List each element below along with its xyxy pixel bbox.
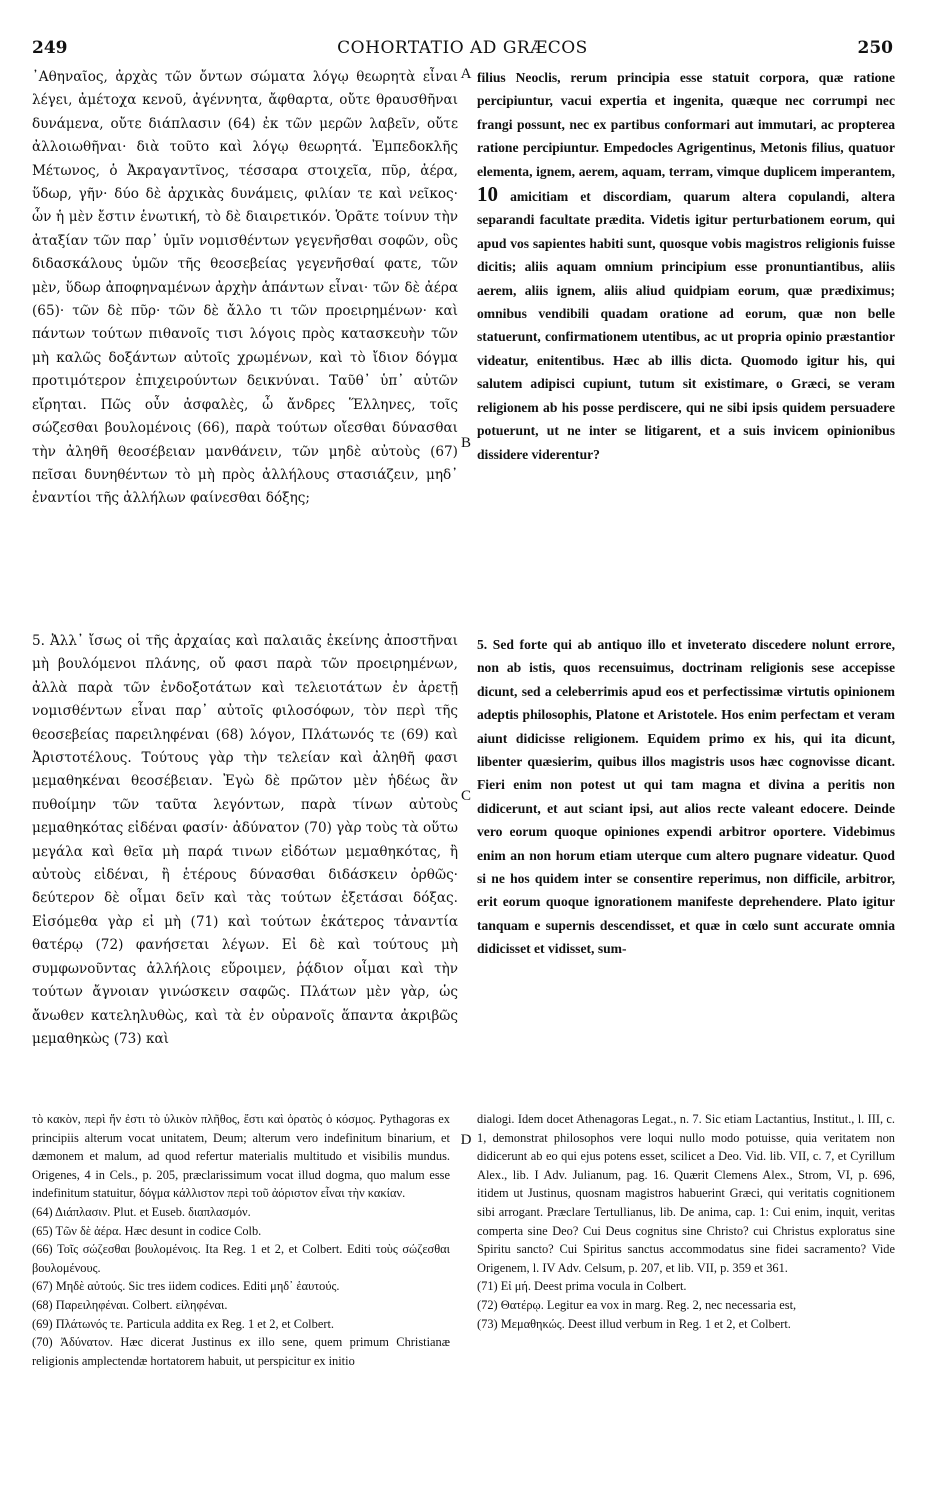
footnotes-left xyxy=(32,1110,450,1495)
latin-paragraph-1a: filius Neoclis, rerum principia esse statuit corpora, quæ ratione percipiuntur, vacui expertia et ingenita, quæque nec corrumpi nec frangi possunt, nec ex partibus conformari aut immutari, ac propterea ratione percipiuntur. Empedocles Agrigentinus, Metonis filius, quatuor elementa, ignem, aerem, aquam, terram, vimque duplicem imperantem, xyxy=(477,70,895,179)
footnote: dialogi. Idem docet Athenagoras Legat., n. 7. Sic etiam Lactantius, Institut., l. III, c. 1, demonstrat philosophos vere loqui nullo modo potuisse, quia veritatem non didicerunt ab eo qui ejus potens esset, scilicet a Deo. Vid. lib. VII, c. 7, et Cyrillum Alex., lib. I Adv. Julianum, pag. 16. Quærit Clemens Alex., Strom, VI, p. 696, itidem ut Justinus, quosnam magistros habuerint Græci, qui veritatis cognitionem sibi arrogant. Præclare Tertullianus, lib. De anima, cap. 1: Cui enim, inquit, veritas comperta sine Deo? Cui Deus cognitus sine Christo? cui Christus exploratus sine Spiritu sancto? Cui Spiritus sanctus accommodatus sine fidei sacramento? Vide Origenem, l. IV Adv. Celsum, p. 207, et lib. VII, p. 359 et 361. xyxy=(477,1112,895,1275)
latin-paragraph-1-block xyxy=(477,66,895,626)
greek-paragraph-2: 5. Ἀλλ᾿ ἴσως οἱ τῆς ἀρχαίας καὶ παλαιᾶς ἐκείνης ἀποστῆναι μὴ βουλόμενοι πλάνης, οὔ φασι παρὰ τῶν προειρημένων, ἀλλὰ παρὰ τῶν ἐνδοξοτάτων καὶ τελειοτάτων ἐν ἀρετῇ νομισθέντων εἶναι παρ᾿ αὐτοῖς φιλοσόφων, τὸν περὶ τῆς θεοσεβείας παρειληφέναι (68) λόγον, Πλάτωνός τε (69) καὶ Ἀριστοτέλους. Τούτους γὰρ τὴν τελείαν καὶ ἀληθῆ φασι μεμαθηκέναι θεοσέβειαν. Ἐγὼ δὲ πρῶτον μὲν ἡδέως ἂν πυθοίμην τῶν ταῦτα λεγόντων, παρὰ τίνων αὐτοὺς μεμαθηκότας εἰδέναι φασίν· ἀδύνατον (70) γὰρ τοὺς τὰ οὕτω μεγάλα καὶ θεῖα μὴ παρά τινων εἰδότων μεμαθηκότας, ἢ αὐτοὺς εἰδέναι, ἢ ἑτέρους δύνασθαι διδάσκειν ὀρθῶς· δεύτερον δὲ οἶμαι δεῖν καὶ τὰς τούτων ἐξετάσαι δόξας. Εἰσόμεθα γὰρ εἰ μὴ (71) καὶ τούτων ἑκάτερος τἀναντία θατέρῳ (72) φανήσεται λέγων. Εἰ δὲ καὶ τούτους μὴ συμφωνοῦντας ἀλλήλοις εὕροιμεν, ῥᾴδιον οἶμαι καὶ τὴν τούτων ἄγνοιαν γινώσκειν σαφῶς. Πλάτων μὲν γὰρ, ὡς ἄνωθεν κατεληλυθὼς, καὶ τὰ ἐν οὐρανοῖς ἅπαντα ἀκριβῶς μεμαθηκὼς (73) καὶ xyxy=(32,633,458,1047)
greek-paragraph-1-block xyxy=(32,66,458,606)
margin-marker-d: D xyxy=(460,1132,472,1148)
footnote: (67) Μηδὲ αὐτούς. Sic tres iidem codices. Editi μηδ᾿ ἑαυτούς. xyxy=(32,1279,340,1294)
page-number-right: 250 xyxy=(857,38,893,58)
footnote: (66) Τοῖς σώζεσθαι βουλομένοις. Ita Reg. 1 et 2, et Colbert. Editi τοὺς σώζεσθαι βουλομένους. xyxy=(32,1242,450,1275)
latin-paragraph-2-block xyxy=(477,633,895,1098)
footnotes-right xyxy=(477,1110,895,1495)
greek-paragraph-1: ᾿Αθηναῖος, ἀρχὰς τῶν ὄντων σώματα λόγῳ θεωρητὰ εἶναι λέγει, ἀμέτοχα κενοῦ, ἀγέννητα, ἄφθαρτα, οὔτε θραυσθῆναι δυνάμενα, οὔτε διάπλασιν (64) ἐκ τῶν μερῶν λαβεῖν, οὔτε ἀλλοιωθῆναι· διὰ τοῦτο καὶ λόγῳ θεωρητά. Ἐμπεδοκλῆς Μέτωνος, ὁ Ἀκραγαντῖνος, τέσσαρα στοιχεῖα, πῦρ, ἀέρα, ὕδωρ, γῆν· δύο δὲ ἀρχικὰς δυνάμεις, φιλίαν τε καὶ νεῖκος· ὧν ἡ μὲν ἔστιν ἑνωτική, τὸ δὲ διαιρετικόν. Ὁρᾶτε τοίνυν τὴν ἀταξίαν τῶν παρ᾿ ὑμῖν νομισθέντων γεγενῆσθαι σοφῶν, οὓς διδασκάλους ὑμῶν τῆς θεοσεβείας γεγενῆσθαί φατε, τῶν μὲν, ὕδωρ ἀποφηναμένων ἀρχὴν ἁπάντων εἶναι· τῶν δὲ ἀέρα (65)· τῶν δὲ πῦρ· τῶν δὲ ἄλλο τι τῶν προειρημένων· καὶ πάντων τούτων πιθανοῖς τισι λόγοις πρὸς κατασκευὴν τῶν μὴ καλῶς δοξάντων αὐτοῖς χρωμένων, καὶ τὸ ἴδιον δόγμα προτιμότερον ἐπιχειρούντων δεικνύναι. Ταῦθ᾿ ὑπ᾿ αὐτῶν εἴρηται. Πῶς οὖν ἀσφαλὲς, ὦ ἄνδρες Ἕλληνες, τοῖς σώζεσθαι βουλομένοις (66), παρὰ τούτων οἴεσθαι δύνασθαι τὴν ἀληθῆ θεοσέβειαν μανθάνειν, τῶν μηδὲ αὐτοὺς (67) πεῖσαι δυνηθέντων τὸ μὴ πρὸς ἀλλήλους στασιάζειν, μηδ᾿ ἐναντίοι τῆς ἀλλήλων φαίνεσθαι δόξης; xyxy=(32,69,458,507)
footnote: (72) Θατέρῳ. Legitur ea vox in marg. Reg. 2, nec necessaria est, xyxy=(477,1297,797,1312)
running-header xyxy=(0,38,925,62)
margin-marker-c: C xyxy=(460,788,471,804)
latin-paragraph-1b: amicitiam et discordiam, quarum altera copulandi, altera separandi facultate prædita. Videtis igitur perturbationem eorum, qui apud vos sapientes habiti sunt, quosque vobis magistros religionis fuisse dicitis; aliis aquam omnium principium esse pronuntiantibus, aliis aerem, aliis ignem, aliis aliud quidpiam eorum, quæ prædiximus; omnibus vendibili quadam oratione ad eorum, quæ non belle statuerunt, confirmationem utentibus, ac ut propria opinio præstantior videatur, enitentibus. Hæc ab illis dicta. Quomodo igitur his, qui salutem adipisci cupiunt, tutum sit existimare, o Græci, se veram religionem ab his posse perdiscere, qui ne sibi ipsis quidem persuadere potuerunt, ut ne inter se litigarent, et a suis invicem opinionibus dissidere viderentur? xyxy=(477,189,896,462)
line-number-10: 10 xyxy=(477,182,498,207)
footnote: (65) Τῶν δὲ ἀέρα. Hæc desunt in codice Colb. xyxy=(32,1223,262,1238)
footnote: (68) Παρειληφέναι. Colbert. εἰληφέναι. xyxy=(32,1297,228,1312)
footnote: (70) Ἀδύνατον. Hæc dicerat Justinus ex illo sene, quem primum Christianæ religionis amplectendæ hortatorem habuit, ut perspicitur ex initio xyxy=(32,1335,450,1368)
latin-paragraph-2: 5. Sed forte qui ab antiquo illo et inveterato discedere nolunt errore, non ab istis, quos recensuimus, doctrinam religionis sese accepisse dicunt, sed a celeberrimis apud eos et perfectissimæ virtutis opinionem adeptis philosophis, Platone et Aristotele. Hos enim perfectam et veram aiunt didicisse religionem. Equidem primo ex his, qui ita dicunt, libenter quæsierim, quibus illos magistris usos hæc cognovisse dicant. Fieri enim non potest ut qui tam magna et divina a peritis non didicerunt, et aut sciant ipsi, aut alios recte valeant edocere. Deinde vero eorum quoque opiniones expendi arbitror oportere. Videbimus enim an non horum etiam uterque cum altero pugnare videatur. Quod si ne hos quidem inter se consentire reperimus, non difficile, arbitror, erit eorum quoque ignorationem manifeste deprehendere. Plato igitur tanquam e supernis descendisset, et quæ in cœlo sunt accurate omnia didicisset et vidisset, sum- xyxy=(477,637,895,957)
margin-marker-b: B xyxy=(460,435,471,451)
footnote: (64) Διάπλασιν. Plut. et Euseb. διαπλασμόν. xyxy=(32,1204,251,1219)
greek-paragraph-2-block xyxy=(32,630,458,1095)
page-number-left: 249 xyxy=(32,38,68,58)
running-title: COHORTATIO AD GRÆCOS xyxy=(337,38,588,58)
footnote: (71) Εἰ μή. Deest prima vocula in Colbert. xyxy=(477,1279,687,1294)
footnote: τὸ κακὸν, περὶ ἥν ἐστι τὸ ὑλικὸν πλῆθος, ἔστι καὶ ὁρατὸς ὁ κόσμος. Pythagoras ex principiis alterum vocat unitatem, Deum; alterum vero indefinitum binarium, et dæmonem et malum, ad quod refertur materialis multitudo et visibilis mundus. Origenes, 4 in Cels., p. 205, præclarissimum vocat illud dogma, quo malum esse indefinitum statuitur, δόγμα κάλλιστον περὶ τοῦ ἀόριστον εἶναι τὴν κακίαν. xyxy=(32,1112,450,1201)
footnote: (69) Πλάτωνός τε. Particula addita ex Reg. 1 et 2, et Colbert. xyxy=(32,1316,334,1331)
footnote: (73) Μεμαθηκώς. Deest illud verbum in Reg. 1 et 2, et Colbert. xyxy=(477,1316,791,1331)
margin-marker-a: A xyxy=(460,66,472,82)
